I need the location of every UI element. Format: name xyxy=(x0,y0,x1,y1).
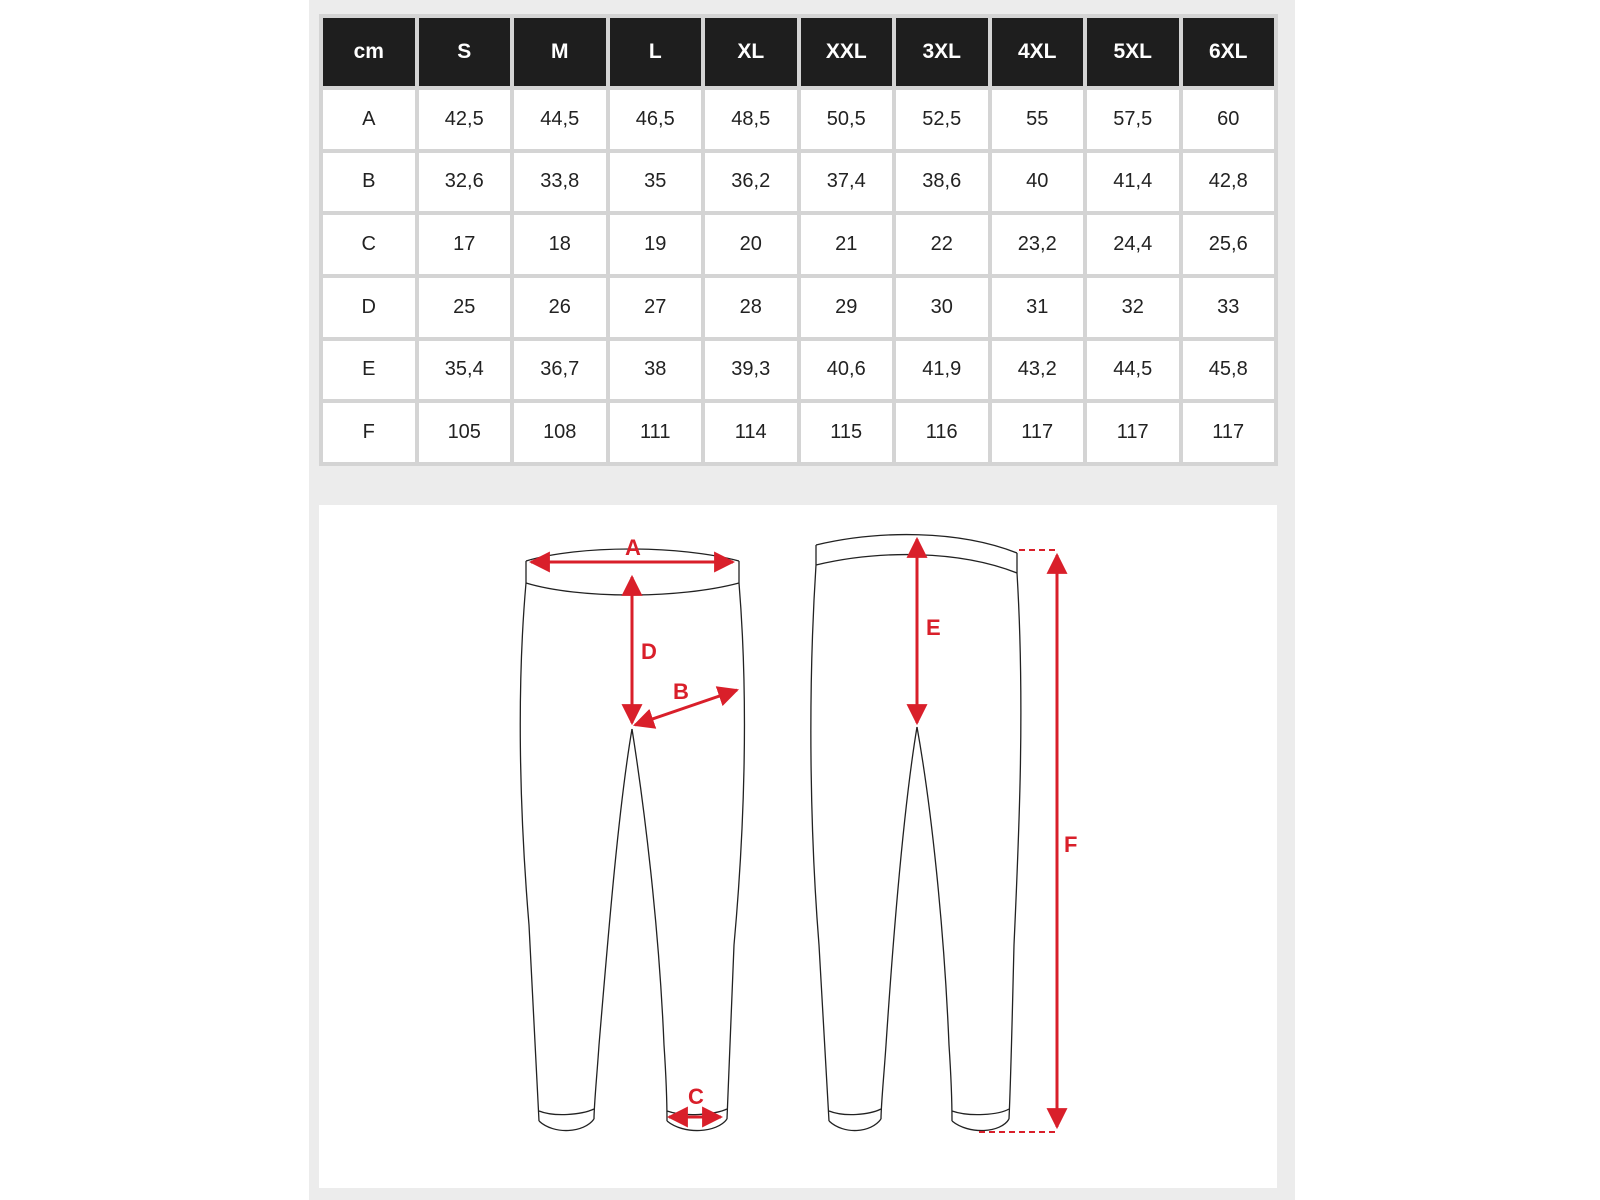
size-chart-table-container xyxy=(319,14,1278,466)
size-header: XL xyxy=(705,18,797,86)
measurement-value-cell: 42,5 xyxy=(419,90,511,149)
measurement-label-cell: D xyxy=(323,278,415,337)
measurement-value-cell: 115 xyxy=(801,403,893,462)
measurement-label-cell: A xyxy=(323,90,415,149)
measurement-value-cell: 25,6 xyxy=(1183,215,1275,274)
measurement-value-cell: 38 xyxy=(610,341,702,400)
measurement-label-cell: B xyxy=(323,153,415,212)
label-d: D xyxy=(641,639,657,664)
measurement-value-cell: 105 xyxy=(419,403,511,462)
measurement-value-cell: 117 xyxy=(992,403,1084,462)
measurement-value-cell: 21 xyxy=(801,215,893,274)
measurement-value-cell: 31 xyxy=(992,278,1084,337)
measurement-value-cell: 52,5 xyxy=(896,90,988,149)
label-a: A xyxy=(625,535,641,560)
measurement-value-cell: 25 xyxy=(419,278,511,337)
label-e: E xyxy=(926,615,941,640)
measurement-value-cell: 41,4 xyxy=(1087,153,1179,212)
measurement-value-cell: 39,3 xyxy=(705,341,797,400)
measurement-value-cell: 35 xyxy=(610,153,702,212)
table-row xyxy=(323,90,1274,149)
measurement-value-cell: 111 xyxy=(610,403,702,462)
size-header: L xyxy=(610,18,702,86)
measurement-value-cell: 45,8 xyxy=(1183,341,1275,400)
unit-header: cm xyxy=(323,18,415,86)
measurement-value-cell: 40,6 xyxy=(801,341,893,400)
measurement-value-cell: 33,8 xyxy=(514,153,606,212)
measurement-value-cell: 43,2 xyxy=(992,341,1084,400)
measurement-value-cell: 48,5 xyxy=(705,90,797,149)
measurement-value-cell: 117 xyxy=(1183,403,1275,462)
measurement-value-cell: 37,4 xyxy=(801,153,893,212)
measurement-value-cell: 26 xyxy=(514,278,606,337)
size-header: M xyxy=(514,18,606,86)
measurement-value-cell: 55 xyxy=(992,90,1084,149)
measurement-value-cell: 40 xyxy=(992,153,1084,212)
measurement-value-cell: 19 xyxy=(610,215,702,274)
measurement-value-cell: 28 xyxy=(705,278,797,337)
measurement-value-cell: 42,8 xyxy=(1183,153,1275,212)
measurement-value-cell: 32,6 xyxy=(419,153,511,212)
size-chart-table xyxy=(319,14,1278,466)
measurement-value-cell: 41,9 xyxy=(896,341,988,400)
measurement-value-cell: 60 xyxy=(1183,90,1275,149)
size-header: XXL xyxy=(801,18,893,86)
measurement-value-cell: 24,4 xyxy=(1087,215,1179,274)
measurement-value-cell: 30 xyxy=(896,278,988,337)
measurement-value-cell: 32 xyxy=(1087,278,1179,337)
label-f: F xyxy=(1064,832,1078,857)
size-header: 6XL xyxy=(1183,18,1275,86)
label-b: B xyxy=(673,679,689,704)
size-header: 3XL xyxy=(896,18,988,86)
measurement-value-cell: 20 xyxy=(705,215,797,274)
measurement-value-cell: 35,4 xyxy=(419,341,511,400)
size-header: S xyxy=(419,18,511,86)
label-c: C xyxy=(688,1084,704,1109)
measurement-value-cell: 33 xyxy=(1183,278,1275,337)
measurement-value-cell: 44,5 xyxy=(514,90,606,149)
measurement-value-cell: 23,2 xyxy=(992,215,1084,274)
measurement-value-cell: 116 xyxy=(896,403,988,462)
pants-diagram-svg xyxy=(319,505,1277,1188)
table-row xyxy=(323,153,1274,212)
size-header: 5XL xyxy=(1087,18,1179,86)
size-header: 4XL xyxy=(992,18,1084,86)
measurement-label-cell: F xyxy=(323,403,415,462)
measurement-value-cell: 46,5 xyxy=(610,90,702,149)
table-row xyxy=(323,403,1274,462)
table-row xyxy=(323,215,1274,274)
measurement-value-cell: 117 xyxy=(1087,403,1179,462)
measurement-value-cell: 50,5 xyxy=(801,90,893,149)
measurement-value-cell: 57,5 xyxy=(1087,90,1179,149)
measurement-value-cell: 22 xyxy=(896,215,988,274)
measurement-value-cell: 114 xyxy=(705,403,797,462)
measurement-value-cell: 17 xyxy=(419,215,511,274)
measurement-value-cell: 36,2 xyxy=(705,153,797,212)
measurement-value-cell: 18 xyxy=(514,215,606,274)
measurement-value-cell: 38,6 xyxy=(896,153,988,212)
measurement-value-cell: 44,5 xyxy=(1087,341,1179,400)
measurement-value-cell: 29 xyxy=(801,278,893,337)
measurement-label-cell: C xyxy=(323,215,415,274)
pants-measurement-diagram xyxy=(319,505,1277,1188)
table-row xyxy=(323,278,1274,337)
measurement-value-cell: 27 xyxy=(610,278,702,337)
table-header-row xyxy=(323,18,1274,86)
measurement-value-cell: 108 xyxy=(514,403,606,462)
table-row xyxy=(323,341,1274,400)
measurement-value-cell: 36,7 xyxy=(514,341,606,400)
measurement-label-cell: E xyxy=(323,341,415,400)
